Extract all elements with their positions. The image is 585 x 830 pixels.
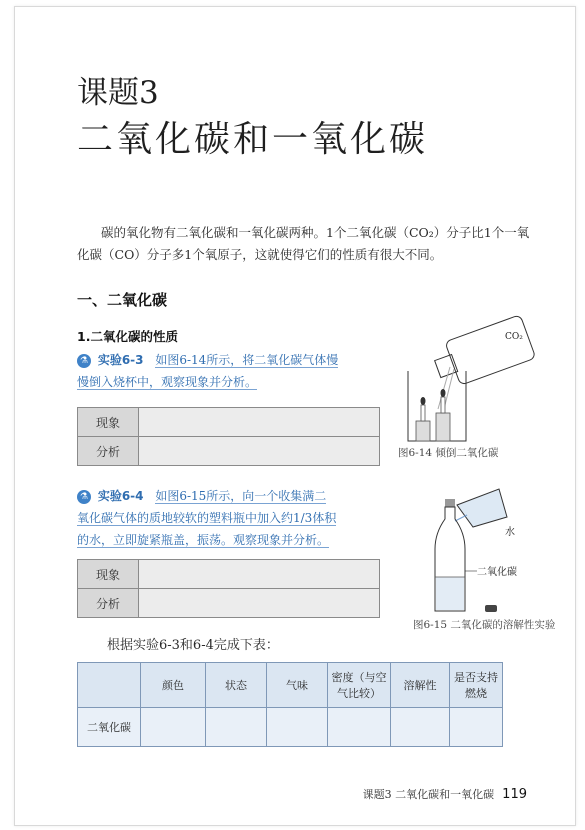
- answer-cell[interactable]: [206, 708, 267, 747]
- observation-label: 现象: [78, 560, 139, 589]
- table-header-cell: 密度（与空气比较）: [328, 663, 391, 708]
- table-header-cell: 溶解性: [391, 663, 450, 708]
- observation-field[interactable]: [139, 560, 380, 589]
- answer-cell[interactable]: [141, 708, 206, 747]
- answer-cell[interactable]: [328, 708, 391, 747]
- footer-text: 课题3 二氧化碳和一氧化碳: [362, 788, 495, 801]
- experiment-6-4: [77, 485, 393, 551]
- table-header-cell: 是否支持燃烧: [450, 663, 503, 708]
- table-header-row: [78, 663, 503, 708]
- table-header-cell: 颜色: [141, 663, 206, 708]
- intro-paragraph: 碳的氧化物有二氧化碳和一氧化碳两种。1个二氧化碳（CO₂）分子比1个一氧化碳（CO）分子多1个氧原子，这就使得它们的性质有很大不同。: [77, 225, 530, 262]
- row-label: 二氧化碳: [78, 708, 141, 747]
- figure-6-14-caption: 图6-14 倾倒二氧化碳: [398, 447, 499, 459]
- observation-table-6-3: [77, 407, 380, 466]
- flask-icon: ⚗: [77, 490, 91, 504]
- water-label: 水: [505, 527, 515, 538]
- section-title: 一、二氧化碳: [77, 291, 168, 309]
- experiment-tag: 实验6-4: [97, 489, 144, 503]
- experiment-6-3: [77, 349, 377, 393]
- lesson-title: 二氧化碳和一氧化碳: [77, 119, 429, 160]
- experiment-text-line: 慢倒入烧杯中，观察现象并分析。: [77, 375, 258, 389]
- lesson-number: 课题3: [77, 75, 159, 111]
- table-prompt: 根据实验6-3和6-4完成下表：: [107, 638, 279, 653]
- experiment-text-line: 的水，立即旋紧瓶盖，振荡。观察现象并分析。: [77, 533, 330, 547]
- gas-label: 二氧化碳: [477, 567, 517, 578]
- flask-icon: ⚗: [77, 354, 91, 368]
- experiment-text-line: 氧化碳气体的质地较软的塑料瓶中加入约1/3体积: [77, 511, 337, 525]
- table-header-cell: 状态: [206, 663, 267, 708]
- properties-table: [77, 662, 503, 747]
- answer-cell[interactable]: [391, 708, 450, 747]
- figure-6-15-illustration: [407, 477, 537, 617]
- experiment-tag: 实验6-3: [97, 353, 144, 367]
- table-header-cell: 气味: [267, 663, 328, 708]
- figure-6-15-caption: 图6-15 二氧化碳的溶解性实验: [413, 619, 556, 631]
- observation-field[interactable]: [139, 408, 380, 437]
- observation-table-6-4: [77, 559, 380, 618]
- analysis-field[interactable]: [139, 589, 380, 618]
- experiment-text-line: 如图6-14所示，将二氧化碳气体慢: [155, 353, 339, 367]
- answer-cell[interactable]: [267, 708, 328, 747]
- figure-6-14-illustration: [380, 309, 540, 459]
- textbook-page: [14, 6, 576, 826]
- analysis-label: 分析: [78, 589, 139, 618]
- page-number: 119: [502, 787, 527, 802]
- table-row: [78, 708, 503, 747]
- answer-cell[interactable]: [450, 708, 503, 747]
- observation-label: 现象: [78, 408, 139, 437]
- subsection-title: 1.二氧化碳的性质: [77, 329, 178, 344]
- experiment-text-line: 如图6-15所示，向一个收集满二: [155, 489, 327, 503]
- analysis-label: 分析: [78, 437, 139, 466]
- table-header-cell: [78, 663, 141, 708]
- page-footer: [363, 786, 527, 802]
- analysis-field[interactable]: [139, 437, 380, 466]
- bottle-label: CO₂: [505, 332, 523, 342]
